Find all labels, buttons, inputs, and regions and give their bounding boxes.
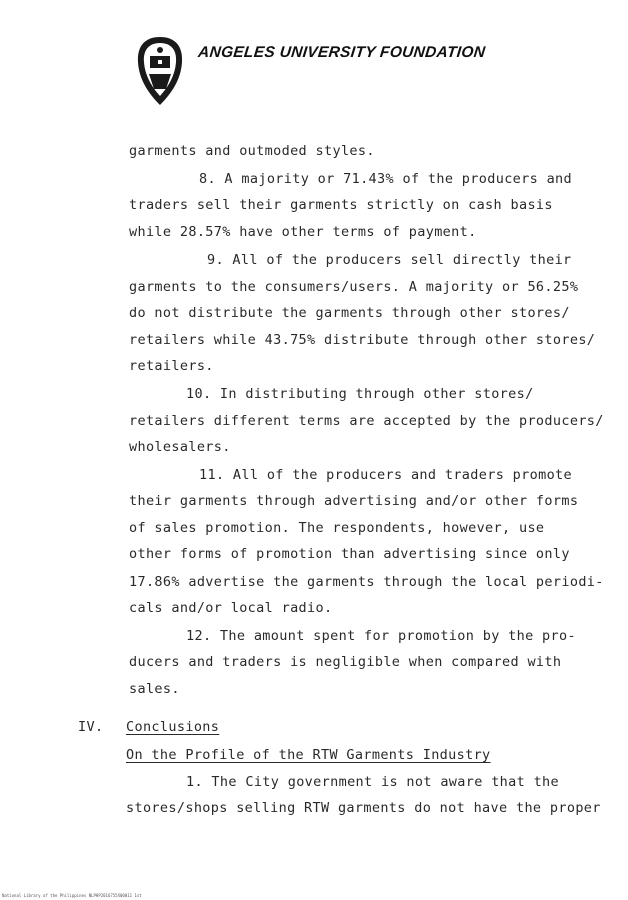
- body-line: wholesalers.: [129, 439, 231, 455]
- body-line: sales.: [129, 681, 180, 697]
- organization-name: ANGELES UNIVERSITY FOUNDATION: [197, 44, 487, 61]
- archive-footer: National Library of the Philippines NLPHP2016755X00011 1st: [2, 893, 142, 898]
- body-line: of sales promotion. The respondents, however, use: [129, 520, 545, 536]
- university-seal-icon: [135, 34, 185, 108]
- body-line: other forms of promotion than advertising since only: [129, 546, 570, 562]
- body-line: cals and/or local radio.: [129, 600, 333, 616]
- body-line: retailers while 43.75% distribute through other stores/: [129, 332, 596, 348]
- body-line: their garments through advertising and/or other forms: [129, 493, 579, 509]
- body-line: 9. All of the producers sell directly their: [207, 252, 572, 268]
- body-line: ducers and traders is negligible when compared with: [129, 654, 562, 670]
- body-line: garments to the consumers/users. A majority or 56.25%: [129, 279, 579, 295]
- body-line: garments and outmoded styles.: [129, 143, 375, 159]
- body-line: 8. A majority or 71.43% of the producers and: [199, 171, 573, 187]
- body-line: while 28.57% have other terms of payment.: [129, 224, 477, 240]
- body-line: traders sell their garments strictly on cash basis: [129, 197, 553, 213]
- conclusion-line: stores/shops selling RTW garments do not have the proper: [126, 800, 601, 816]
- body-line: 12. The amount spent for promotion by the pro-: [186, 628, 576, 644]
- body-line: 10. In distributing through other stores/: [186, 386, 534, 402]
- conclusion-line: 1. The City government is not aware that the: [186, 774, 560, 790]
- body-line: retailers.: [129, 358, 214, 374]
- body-line: retailers different terms are accepted by the producers/: [129, 413, 604, 429]
- section-subheading: On the Profile of the RTW Garments Industry: [126, 747, 491, 763]
- section-heading: Conclusions: [126, 719, 220, 735]
- section-number: IV.: [78, 719, 104, 735]
- body-line: do not distribute the garments through other stores/: [129, 305, 570, 321]
- body-line: 11. All of the producers and traders promote: [199, 467, 573, 483]
- body-line: 17.86% advertise the garments through the local periodi-: [129, 574, 604, 590]
